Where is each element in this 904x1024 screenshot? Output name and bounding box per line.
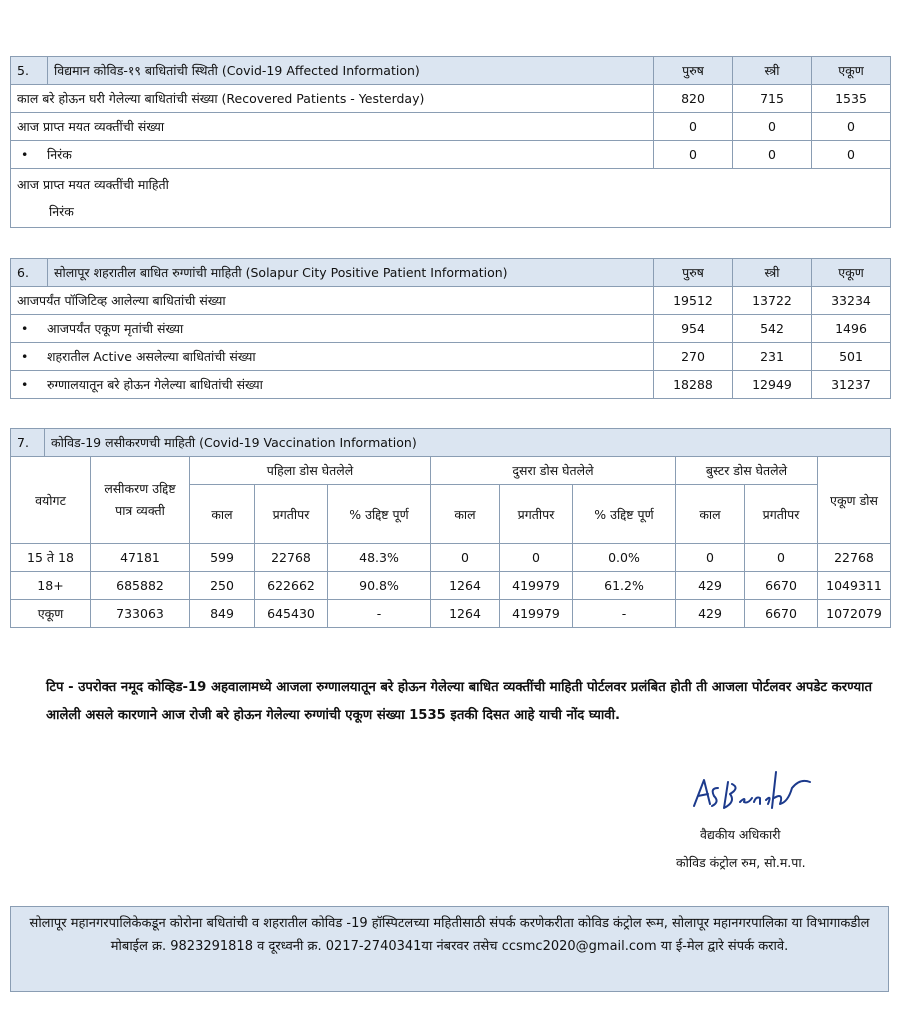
section-title: सोलापूर शहरातील बाधित रुग्णांची माहिती (Solapur City Positive Patient Information) bbox=[48, 259, 654, 287]
table-header bbox=[11, 429, 891, 457]
col-age-group: वयोगट bbox=[11, 457, 91, 544]
cell-d2-yesterday: 1264 bbox=[431, 600, 500, 628]
table-row bbox=[11, 287, 891, 315]
cell-d2-pct: 61.2% bbox=[573, 572, 676, 600]
cell-d2-progressive: 419979 bbox=[500, 600, 573, 628]
cell-total: 1535 bbox=[812, 85, 891, 113]
table-row bbox=[11, 315, 891, 343]
cell-total: 1496 bbox=[812, 315, 891, 343]
table-row bbox=[11, 572, 891, 600]
section-title: विद्यमान कोविड-१९ बाधितांची स्थिती (Covid-19 Affected Information) bbox=[48, 57, 654, 85]
col-total: एकूण bbox=[812, 259, 891, 287]
cell-female: 12949 bbox=[733, 371, 812, 399]
col-d1-yesterday: काल bbox=[190, 485, 255, 544]
cell-male: 270 bbox=[654, 343, 733, 371]
note-paragraph: टिप - उपरोक्त नमूद कोव्हिड-19 अहवालामध्ये आजला रुग्णालयातून बरे होऊन गेलेल्या बाधित व्यक्तींची माहिती पोर्टलवर प्रलंबित होती ती आजला पोर्टलवर अपडेट करण्यात आलेली असले कारणाने आज रोजी बरे होऊन गेलेल्या रुग्णांची एकूण संख्या 1535 इतकी दिसत आहे याची नोंद घ्यावी. bbox=[46, 680, 873, 723]
col-total-doses: एकूण डोस bbox=[818, 457, 891, 544]
col-b-progressive: प्रगतीपर bbox=[745, 485, 818, 544]
cell-b-yesterday: 429 bbox=[676, 572, 745, 600]
section-number: 5. bbox=[11, 57, 48, 85]
col-booster: बुस्टर डोस घेतलेले bbox=[676, 457, 818, 485]
row-label: • निरंक bbox=[11, 141, 654, 169]
row-label: • शहरातील Active असलेल्या बाधितांची संख्या bbox=[11, 343, 654, 371]
signatory-office: कोविड कंट्रोल रुम, सो.म.पा. bbox=[676, 855, 806, 870]
cell-female: 0 bbox=[733, 141, 812, 169]
table-row bbox=[11, 343, 891, 371]
col-d2-yesterday: काल bbox=[431, 485, 500, 544]
death-info-row bbox=[11, 169, 891, 228]
cell-b-yesterday: 0 bbox=[676, 544, 745, 572]
cell-d1-yesterday: 599 bbox=[190, 544, 255, 572]
col-target: लसीकरण उद्दिष्ट पात्र व्यक्ती bbox=[91, 457, 190, 544]
col-male: पुरुष bbox=[654, 259, 733, 287]
row-label: काल बरे होऊन घरी गेलेल्या बाधितांची संख्या (Recovered Patients - Yesterday) bbox=[11, 85, 654, 113]
section-title: कोविड-19 लसीकरणची माहिती (Covid-19 Vaccination Information) bbox=[45, 429, 891, 457]
cell-b-progressive: 6670 bbox=[745, 600, 818, 628]
covid-affected-table bbox=[10, 56, 891, 228]
col-male: पुरुष bbox=[654, 57, 733, 85]
cell-d2-yesterday: 0 bbox=[431, 544, 500, 572]
signatory-role: वैद्यकीय अधिकारी bbox=[700, 827, 781, 842]
table-row bbox=[11, 371, 891, 399]
cell-d1-pct: 90.8% bbox=[328, 572, 431, 600]
death-info-label: आज प्राप्त मयत व्यक्तींची माहिती bbox=[17, 177, 169, 192]
cell-total: 1072079 bbox=[818, 600, 891, 628]
cell-female: 13722 bbox=[733, 287, 812, 315]
cell-d1-yesterday: 250 bbox=[190, 572, 255, 600]
col-female: स्त्री bbox=[733, 259, 812, 287]
row-label: आजपर्यंत पॉजिटिव्ह आलेल्या बाधितांची संख्या bbox=[11, 287, 654, 315]
cell-d1-pct: - bbox=[328, 600, 431, 628]
table-row bbox=[11, 141, 891, 169]
cell-b-yesterday: 429 bbox=[676, 600, 745, 628]
cell-target: 685882 bbox=[91, 572, 190, 600]
cell-male: 954 bbox=[654, 315, 733, 343]
cell-female: 715 bbox=[733, 85, 812, 113]
cell-male: 19512 bbox=[654, 287, 733, 315]
death-info-value: निरंक bbox=[49, 204, 74, 219]
cell-age: 15 ते 18 bbox=[11, 544, 91, 572]
cell-male: 820 bbox=[654, 85, 733, 113]
col-b-yesterday: काल bbox=[676, 485, 745, 544]
cell-total: 33234 bbox=[812, 287, 891, 315]
cell-d2-progressive: 419979 bbox=[500, 572, 573, 600]
cell-d2-pct: 0.0% bbox=[573, 544, 676, 572]
cell-d1-progressive: 622662 bbox=[255, 572, 328, 600]
col-d2-pct: % उद्दिष्ट पूर्ण bbox=[573, 485, 676, 544]
cell-male: 0 bbox=[654, 113, 733, 141]
signature bbox=[688, 758, 818, 821]
cell-target: 47181 bbox=[91, 544, 190, 572]
vacc-header-row bbox=[11, 457, 891, 485]
row-label: • रुग्णालयातून बरे होऊन गेलेल्या बाधितांची संख्या bbox=[11, 371, 654, 399]
death-info-cell bbox=[11, 169, 891, 228]
cell-target: 733063 bbox=[91, 600, 190, 628]
cell-d1-yesterday: 849 bbox=[190, 600, 255, 628]
cell-total: 0 bbox=[812, 113, 891, 141]
row-label: आज प्राप्त मयत व्यक्तींची संख्या bbox=[11, 113, 654, 141]
cell-total: 0 bbox=[812, 141, 891, 169]
solapur-city-table bbox=[10, 258, 891, 399]
table-row bbox=[11, 600, 891, 628]
section-number: 7. bbox=[11, 429, 45, 457]
vaccination-table bbox=[10, 428, 891, 628]
cell-total: 31237 bbox=[812, 371, 891, 399]
cell-female: 0 bbox=[733, 113, 812, 141]
signature-icon bbox=[688, 758, 818, 818]
col-d2-progressive: प्रगतीपर bbox=[500, 485, 573, 544]
cell-male: 18288 bbox=[654, 371, 733, 399]
table-row bbox=[11, 113, 891, 141]
col-female: स्त्री bbox=[733, 57, 812, 85]
cell-male: 0 bbox=[654, 141, 733, 169]
col-total: एकूण bbox=[812, 57, 891, 85]
cell-total: 22768 bbox=[818, 544, 891, 572]
cell-d2-progressive: 0 bbox=[500, 544, 573, 572]
col-dose1: पहिला डोस घेतलेले bbox=[190, 457, 431, 485]
cell-d2-pct: - bbox=[573, 600, 676, 628]
table-row bbox=[11, 544, 891, 572]
col-d1-pct: % उद्दिष्ट पूर्ण bbox=[328, 485, 431, 544]
contact-footer: सोलापूर महानगरपालिकेकडून कोरोना बधितांची व शहरातील कोविड -19 हॉस्पिटलच्या महितीसाठी संपर्क करणेकरीता कोविड कंट्रोल रूम, सोलापूर महानगरपालिका या विभागाकडील मोबाईल क्र. 9823291818 व दूरध्वनी क्र. 0217-2740341या नंबरवर तसेच ccsmc2020@gmail.com या ई-मेल द्वारे संपर्क करावे. bbox=[10, 906, 889, 992]
cell-d1-progressive: 645430 bbox=[255, 600, 328, 628]
cell-d1-progressive: 22768 bbox=[255, 544, 328, 572]
col-d1-progressive: प्रगतीपर bbox=[255, 485, 328, 544]
table-header bbox=[11, 57, 891, 85]
cell-age: 18+ bbox=[11, 572, 91, 600]
section-number: 6. bbox=[11, 259, 48, 287]
cell-female: 542 bbox=[733, 315, 812, 343]
cell-female: 231 bbox=[733, 343, 812, 371]
cell-total: 501 bbox=[812, 343, 891, 371]
cell-d2-yesterday: 1264 bbox=[431, 572, 500, 600]
table-row bbox=[11, 85, 891, 113]
col-dose2: दुसरा डोस घेतलेले bbox=[431, 457, 676, 485]
row-label: • आजपर्यंत एकूण मृतांची संख्या bbox=[11, 315, 654, 343]
cell-b-progressive: 0 bbox=[745, 544, 818, 572]
cell-d1-pct: 48.3% bbox=[328, 544, 431, 572]
table-header bbox=[11, 259, 891, 287]
cell-age: एकूण bbox=[11, 600, 91, 628]
cell-b-progressive: 6670 bbox=[745, 572, 818, 600]
cell-total: 1049311 bbox=[818, 572, 891, 600]
